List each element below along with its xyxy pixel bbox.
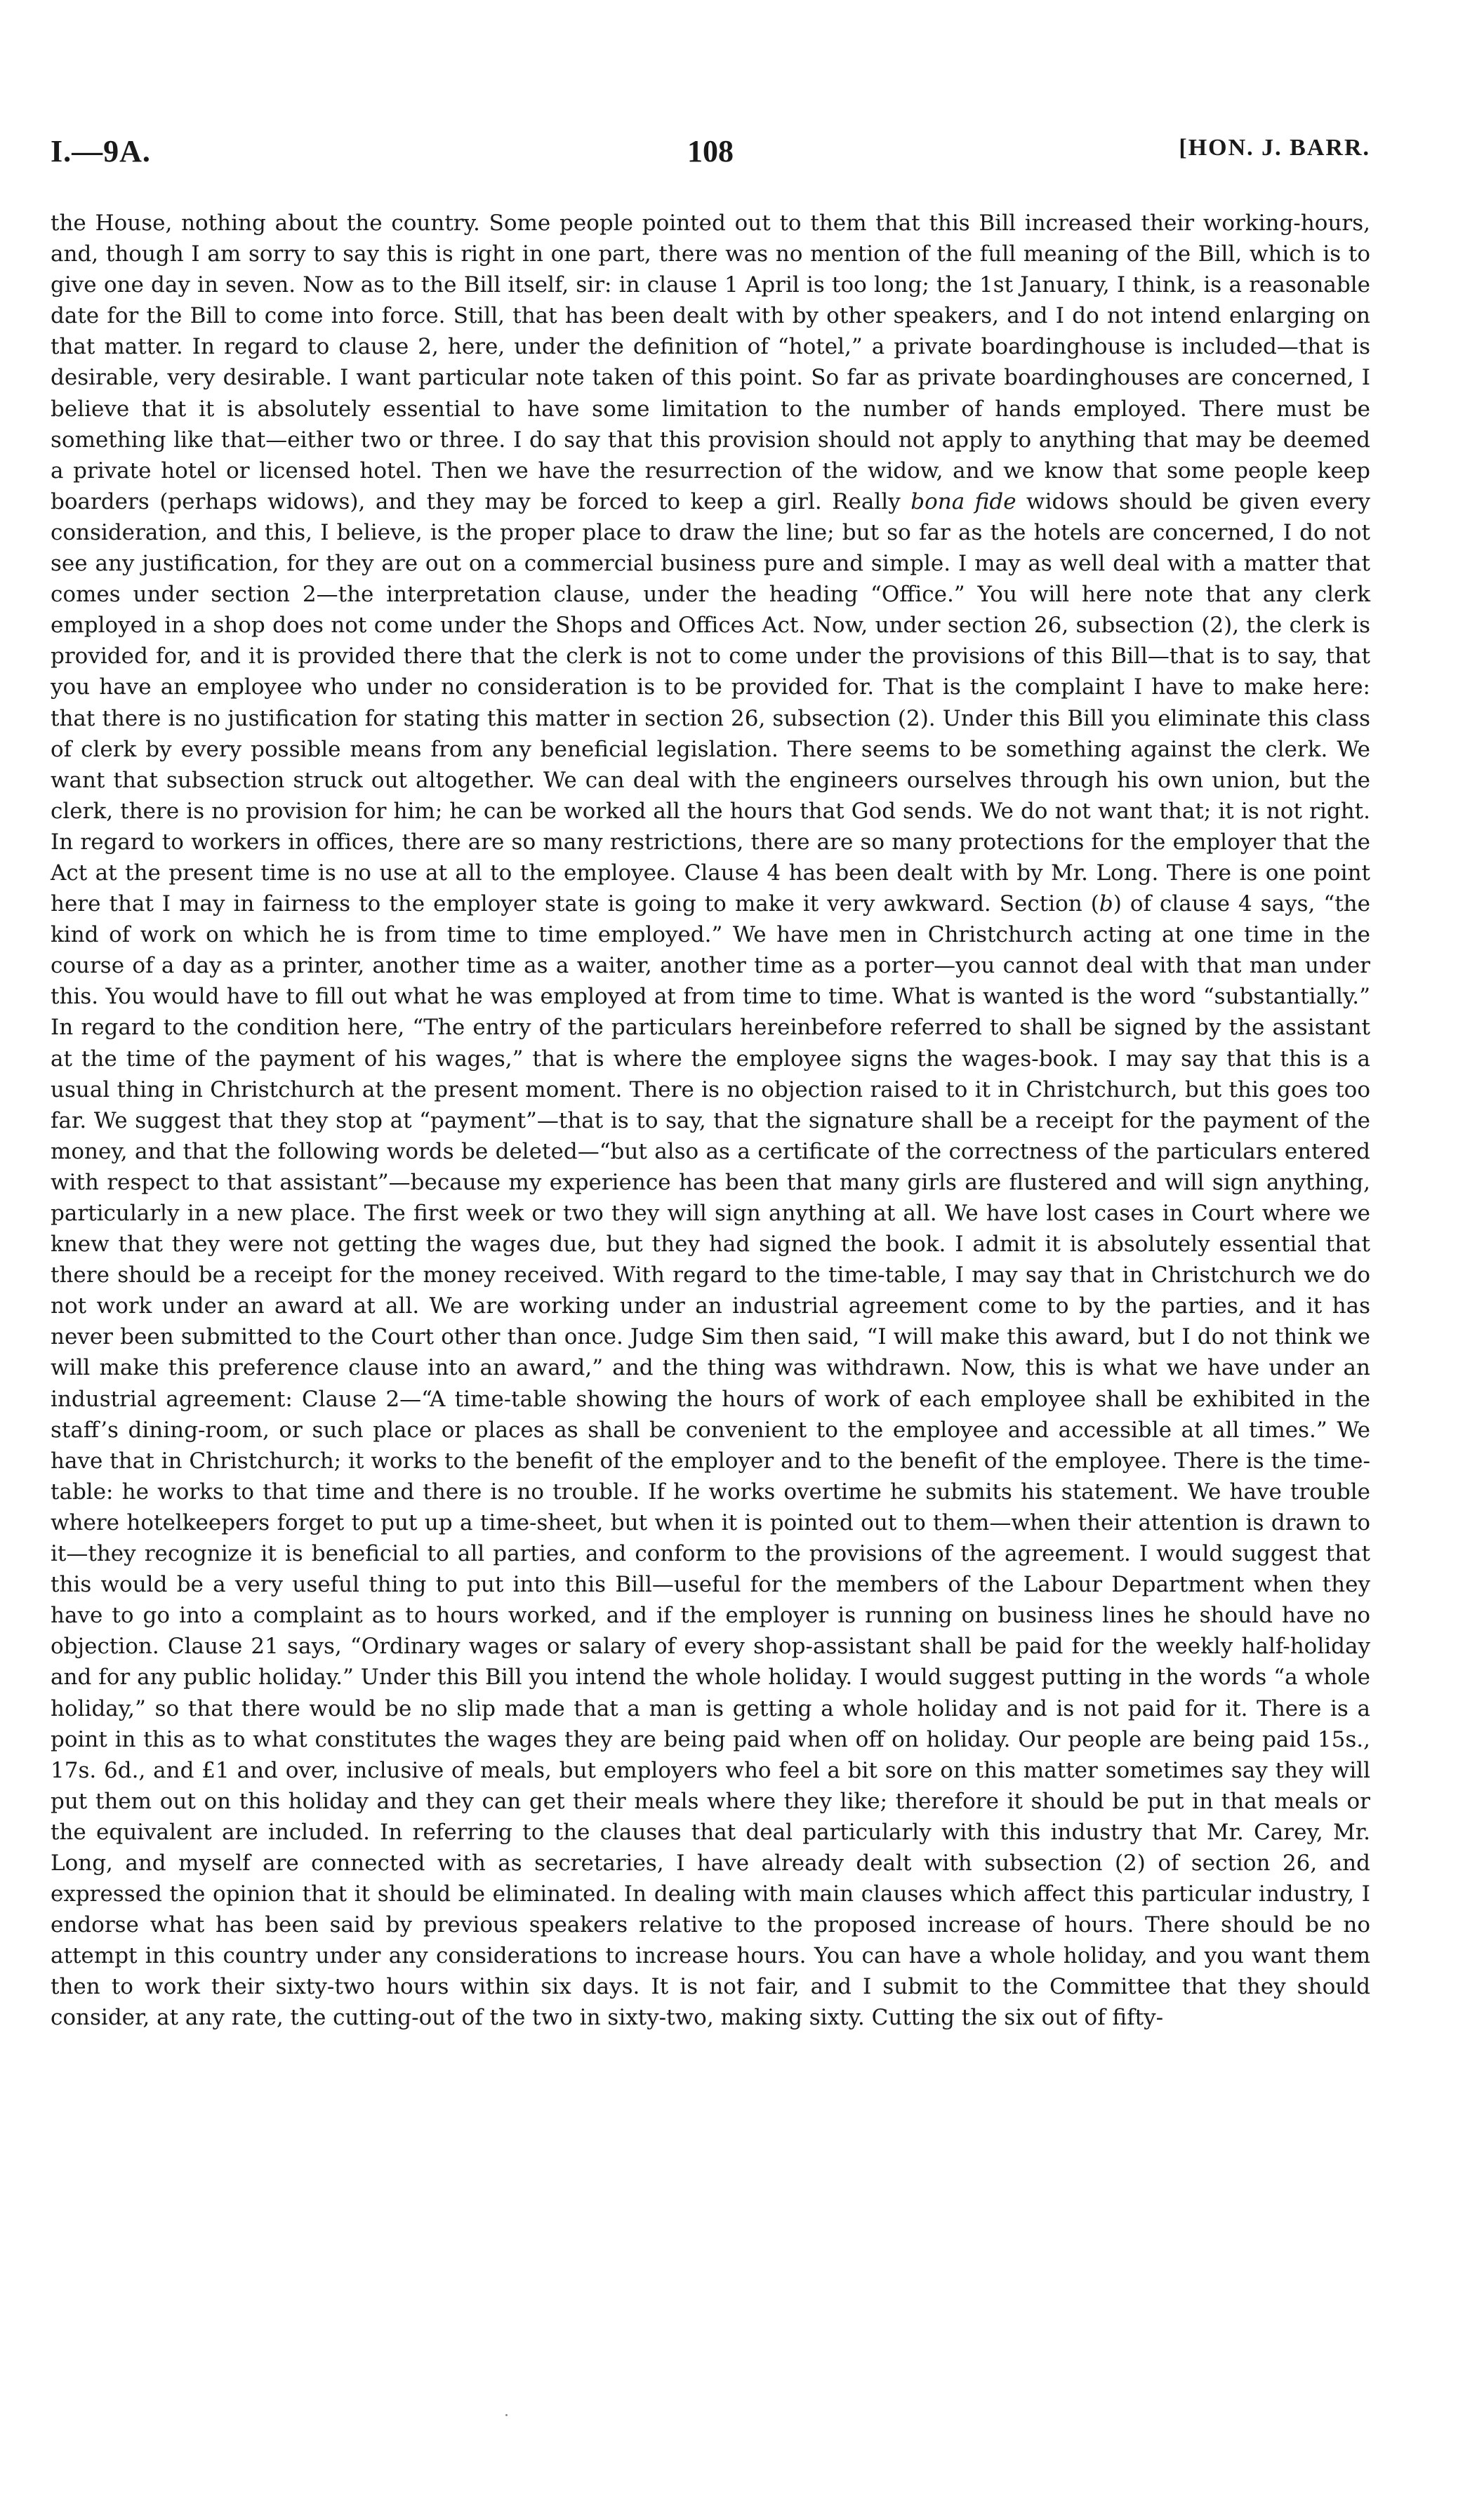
speech-text (51, 208, 1370, 2034)
italic-phrase: bona fide (910, 488, 1016, 514)
paper-reference: I.—9A. (51, 134, 151, 168)
paper-speck (505, 2414, 508, 2416)
body-text-part-2: widows should be given every consideration, and this, I believe, is the proper place to draw the line; but so far as the hotels are concerned, I do not see any justification, for they are out on a commercial business pure and simple. I may as well deal with a matter that comes under section 2—the interpretation clause, under the heading “Office.” You will here note that any clerk employed in a shop does not come under the Shops and Offices Act. Now, under section 26, subsection (2), the clerk is provided for, and it is provided there that the clerk is not to come under the provisions of this Bill—that is to say, that you have an employee who under no consideration is to be provided for. That is the complaint I have to make here: that there is no justification for stating this matter in section 26, subsection (2). Under this Bill you eliminate this class of clerk by every possible means from any beneficial legislation. There seems to be something against the clerk. We want that subsection struck out altogether. We can deal with the engineers ourselves through his own union, but the clerk, there is no provision for him; he can be worked all the hours that God sends. We do not want that; it is not right. In regard to workers in offices, there are so many restrictions, there are so many protections for the employer that the Act at the present time is no use at all to the employee. Clause 4 has been dealt with by Mr. Long. There is one point here that I may in fairness to the employer state is going to make it very awkward. Section ( (51, 488, 1370, 917)
body-paragraph (51, 208, 1370, 2034)
body-text-part-1: the House, nothing about the country. Some people pointed out to them that this Bill increased their working-hours, and, though I am sorry to say this is right in one part, there was no mention of the full meaning of the Bill, which is to give one day in seven. Now as to the Bill itself, sir: in clause 1 April is too long; the 1st January, I think, is a reasonable date for the Bill to come into force. Still, that has been dealt with by other speakers, and I do not intend enlarging on that matter. In regard to clause 2, here, under the definition of “hotel,” a private boardinghouse is included—that is desirable, very desirable. I want particular note taken of this point. So far as private boardinghouses are concerned, I believe that it is absolutely essential to have some limitation to the number of hands employed. There must be something like that—either two or three. I do say that this provision should not apply to anything that may be deemed a private hotel or licensed hotel. Then we have the resurrection of the widow, and we know that some people keep boarders (perhaps widows), and they may be forced to keep a girl. Really (51, 211, 1370, 514)
document-page (51, 133, 1370, 2034)
speaker-heading: [HON. J. BARR. (1179, 135, 1370, 161)
page-header (51, 133, 1370, 182)
page-number: 108 (687, 134, 734, 168)
italic-letter: b (1099, 891, 1113, 917)
body-text-part-3: ) of clause 4 says, “the kind of work on which he is from time to time employed.” We have men in Christchurch acting at one time in the course of a day as a printer, another time as a waiter, another time as a porter—you cannot deal with that man under this. You would have to fill out what he was employed at from time to time. What is wanted is the word “substantially.” In regard to the condition here, “The entry of the particulars hereinbefore referred to shall be signed by the assistant at the time of the payment of his wages,” that is where the employee signs the wages-book. I may say that this is a usual thing in Christchurch at the present moment. There is no objection raised to it in Christchurch, but this goes too far. We suggest that they stop at “payment”—that is to say, that the signature shall be a receipt for the payment of the money, and that the following words be deleted—“but also as a certificate of the correctness of the particulars entered with respect to that assistant”—because my experience has been that many girls are flustered and will sign anything, particularly in a new place. The first week or two they will sign anything at all. We have lost cases in Court where we knew that they were not getting the wages due, but they had signed the book. I admit it is absolutely essential that there should be a receipt for the money received. With regard to the time-table, I may say that in Christchurch we do not work under an award at all. We are working under an industrial agreement come to by the parties, and it has never been submitted to the Court other than once. Judge Sim then said, “I will make this award, but I do not think we will make this preference clause into an award,” and the thing was withdrawn. Now, this is what we have under an industrial agreement: Clause 2—“A time-table showing the hours of work of each employee shall be exhibited in the staff’s dining-room, or such place or places as shall be convenient to the employee and accessible at all times.” We have that in Christchurch; it works to the benefit of the employer and to the benefit of the employee. There is the time-table: he works to that time and there is no trouble. If he works overtime he submits his statement. We have trouble where hotelkeepers forget to put up a time-sheet, but when it is pointed out to them—when their attention is drawn to it—they recognize it is beneficial to all parties, and conform to the provisions of the agreement. I would suggest that this would be a very useful thing to put into this Bill—useful for the members of the Labour Department when they have to go into a complaint as to hours worked, and if the employer is running on business lines he should have no objection. Clause 21 says, “Ordinary wages or salary of every shop-assistant shall be paid for the weekly half-holiday and for any public holiday.” Under this Bill you intend the whole holiday. I would suggest putting in the words “a whole holiday,” so that there would be no slip made that a man is getting a whole holiday and is not paid for it. There is a point in this as to what constitutes the wages they are being paid when off on holiday. Our people are being paid 15s., 17s. 6d., and £1 and over, inclusive of meals, but employers who feel a bit sore on this matter sometimes say they will put them out on this holiday and they can get their meals where they like; therefore it should be put in that meals or the equivalent are included. In referring to the clauses that deal particularly with this industry that Mr. Carey, Mr. Long, and myself are connected with as secretaries, I have already dealt with subsection (2) of section 26, and expressed the opinion that it should be eliminated. In dealing with main clauses which affect this particular industry, I endorse what has been said by previous speakers relative to the proposed increase of hours. There should be no attempt in this country under any considerations to increase hours. You can have a whole holiday, and you want them then to work their sixty-two hours within six days. It is not fair, and I submit to the Committee that they should consider, at any rate, the cutting-out of the two in sixty-two, making sixty. Cutting the six out of fifty- (51, 891, 1370, 2031)
